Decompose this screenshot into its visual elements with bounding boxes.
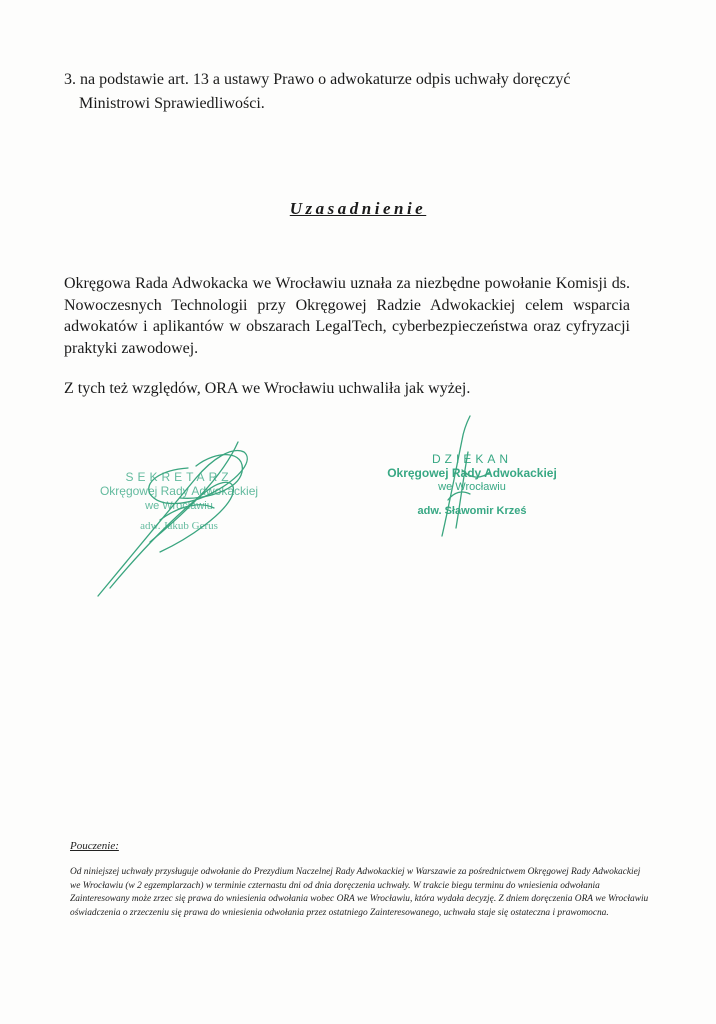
dean-stamp <box>376 453 568 518</box>
item-text-line-2: Ministrowi Sprawiedliwości. <box>79 95 265 112</box>
secretary-stamp-name: adw. Jakub Gerus <box>140 520 218 532</box>
secretary-stamp-title: SEKRETARZ <box>125 470 233 484</box>
notice-title: Pouczenie: <box>70 840 119 852</box>
notice <box>70 840 650 920</box>
item-number: 3. <box>64 71 76 88</box>
notice-body: Od niniejszej uchwały przysługuje odwołanie do Prezydium Naczelnej Rady Adwokackiej w Warszawie za pośrednictwem Okręgowej Rady Adwokackiej we Wrocławiu (w 2 egzemplarzach) w terminie czternastu dni od dnia doręczenia uchwały. W trakcie biegu terminu do wniesienia odwołania Zainteresowany może zrzec się prawa do wniesienia odwołania wobec ORA we Wrocławiu, która wydała decyzję. Z dniem doręczenia ORA we Wrocławiu oświadczenia o zrzeczeniu się prawa do wniesienia odwołania przez ostatniego Zainteresowanego, uchwała staje się ostateczna i prawomocna. <box>70 867 649 918</box>
resolution-item-3 <box>64 68 664 116</box>
dean-stamp-name: adw. Sławomir Krześ <box>417 505 527 517</box>
justification-paragraph: Okręgowa Rada Adwokacka we Wrocławiu uznała za niezbędne powołanie Komisji ds. Nowoczesnych Technologii przy Okręgowej Radzie Adwokackiej celem wsparcia adwokatów i aplikantów w obszarach LegalTech, cyberbezpieczeństwa oraz cyfryzacji praktyki zawodowej. <box>64 275 630 357</box>
secretary-stamp-org: Okręgowej Rady Adwokackiej <box>99 484 259 498</box>
dean-stamp-city: we Wrocławiu <box>438 481 506 493</box>
dean-stamp-title: DZIEKAN <box>431 452 512 466</box>
dean-stamp-org: Okręgowej Rady Adwokackiej <box>387 466 557 480</box>
justification-conclusion: Z tych też względów, ORA we Wrocławiu uchwaliła jak wyżej. <box>64 380 471 397</box>
secretary-stamp-city: we Wrocławiu <box>145 500 213 512</box>
justification-heading: Uzasadnienie <box>289 199 427 218</box>
item-text-line-1: na podstawie art. 13 a ustawy Prawo o adwokaturze odpis uchwały doręczyć <box>80 71 571 88</box>
secretary-stamp <box>84 470 274 533</box>
